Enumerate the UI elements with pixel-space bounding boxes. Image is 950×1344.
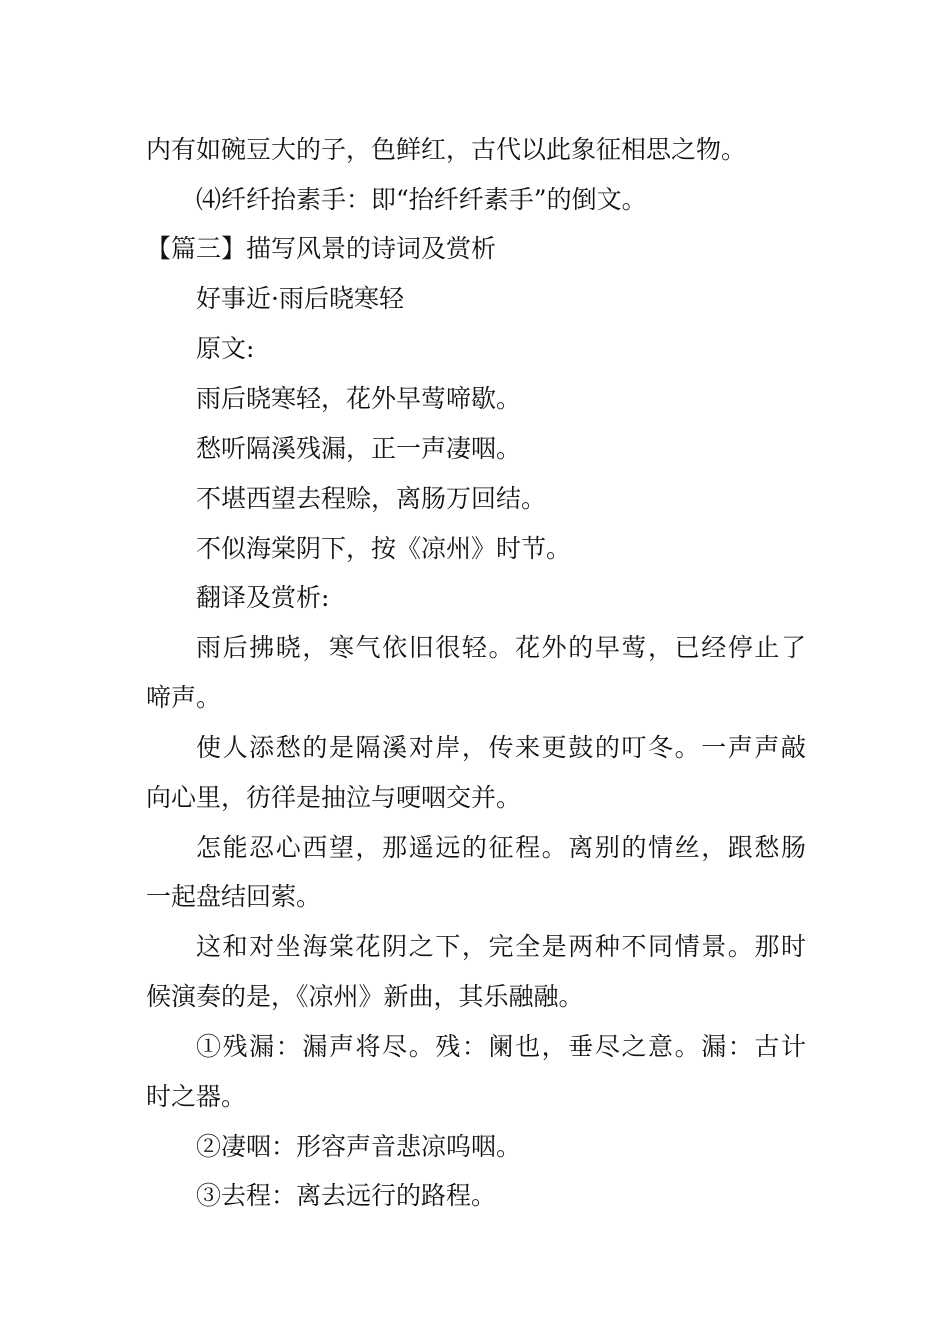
note-1-line-1: ①残漏：漏声将尽。残：阑也，垂尽之意。漏：古计 <box>196 1032 806 1061</box>
note-3: ③去程：离去远行的路程。 <box>196 1181 497 1210</box>
note-1-line-2: 时之器。 <box>146 1082 247 1111</box>
translation-paragraph-4-line-1: 这和对坐海棠花阴之下，完全是两种不同情景。那时 <box>196 932 806 961</box>
note-4: ⑷纤纤抬素手：即“抬纤纤素手”的倒文。 <box>196 185 647 214</box>
translation-paragraph-1-line-2: 啼声。 <box>146 683 222 712</box>
original-text-label: 原文: <box>196 334 255 363</box>
poem-line-1: 雨后晓寒轻，花外早莺啼歇。 <box>196 384 522 413</box>
translation-paragraph-4-line-2: 候演奏的是，《凉州》新曲，其乐融融。 <box>146 982 584 1011</box>
translation-label: 翻译及赏析: <box>196 583 330 612</box>
poem-line-3: 不堪西望去程赊，离肠万回结。 <box>196 484 547 513</box>
translation-paragraph-2-line-2: 向心里，彷徉是抽泣与哽咽交并。 <box>146 783 522 812</box>
note-2: ②凄咽：形容声音悲凉呜咽。 <box>196 1132 522 1161</box>
translation-paragraph-2-line-1: 使人添愁的是隔溪对岸，传来更鼓的叮冬。一声声敲 <box>196 733 806 762</box>
translation-paragraph-3-line-2: 一起盘结回萦。 <box>146 882 322 911</box>
poem-line-2: 愁听隔溪残漏，正一声凄咽。 <box>196 434 522 463</box>
section-heading: 【篇三】描写风景的诗词及赏析 <box>146 234 497 263</box>
poem-title: 好事近·雨后晓寒轻 <box>196 284 404 313</box>
translation-paragraph-1-line-1: 雨后拂晓，寒气依旧很轻。花外的早莺，已经停止了 <box>196 633 806 662</box>
text-line-continuation: 内有如碗豆大的子，色鲜红，古代以此象征相思之物。 <box>146 135 747 164</box>
poem-line-4: 不似海棠阴下，按《凉州》时节。 <box>196 534 572 563</box>
translation-paragraph-3-line-1: 怎能忍心西望，那遥远的征程。离别的情丝，跟愁肠 <box>196 833 806 862</box>
